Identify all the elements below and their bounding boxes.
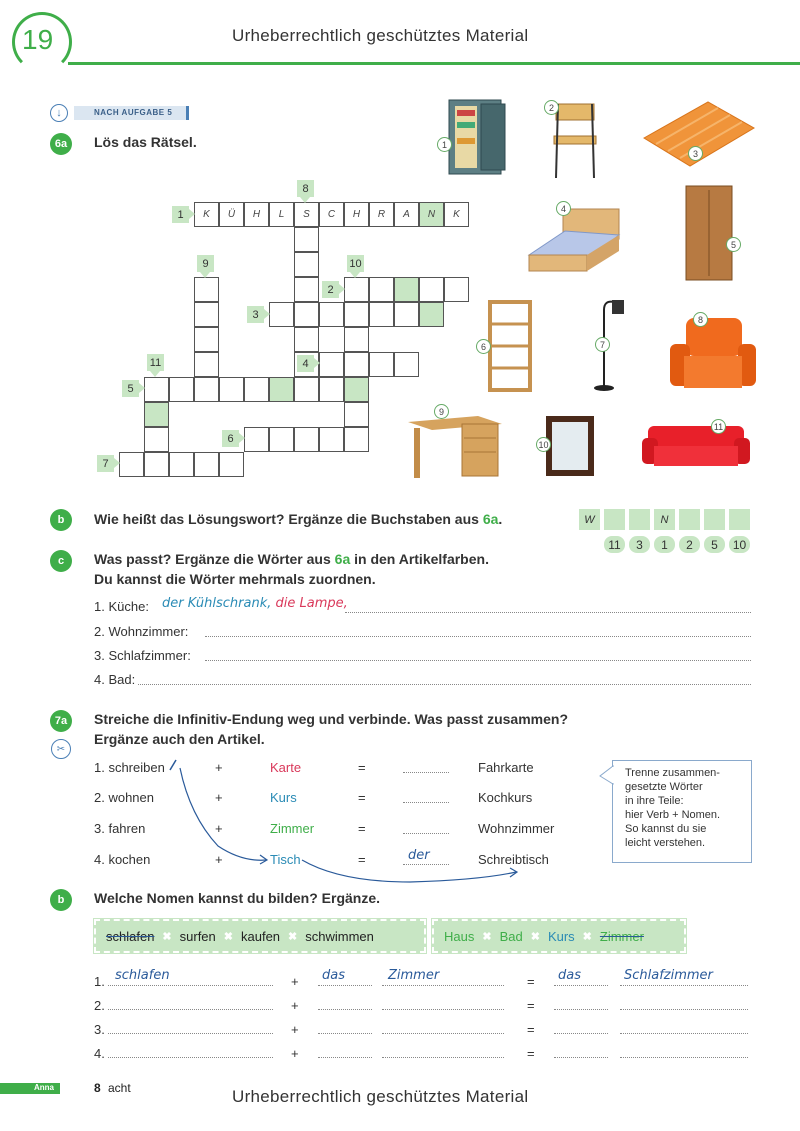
exercise-6a-instruction: Lös das Rätsel.	[94, 134, 197, 150]
exercise-7a-badge: 7a	[50, 710, 72, 732]
word-chip[interactable]: schwimmen	[305, 928, 374, 944]
noun[interactable]: Karte	[270, 760, 302, 775]
connection-arrows	[150, 756, 533, 886]
article-answer[interactable]: der	[408, 848, 430, 863]
result: Wohnzimmer	[478, 821, 555, 836]
answer-line[interactable]	[318, 985, 372, 986]
plus: +	[215, 790, 223, 805]
crossword-cell[interactable]	[194, 302, 219, 327]
answer-line[interactable]	[620, 1033, 748, 1034]
crossword-cell[interactable]	[294, 302, 319, 327]
answer-red: die Lampe	[275, 596, 344, 611]
clue-marker-7: 7	[97, 455, 114, 472]
equals: =	[527, 998, 535, 1013]
answer-line[interactable]	[554, 1009, 608, 1010]
crossword-cell[interactable]	[144, 427, 169, 452]
article-answer[interactable]: das	[322, 968, 345, 983]
crossword-cell[interactable]	[244, 377, 269, 402]
exercise-6a-badge: 6a	[50, 133, 72, 155]
instruction-ref: 6a	[334, 551, 351, 567]
room-label-wohnzimmer: 2. Wohnzimmer:	[94, 624, 189, 639]
crossword-cell[interactable]: Ü	[219, 202, 244, 227]
word-chip[interactable]: Zimmer	[599, 928, 644, 944]
crossword-cell[interactable]	[294, 377, 319, 402]
solution-number: 11	[604, 536, 625, 553]
crossword-cell[interactable]: K	[194, 202, 219, 227]
crossword-cell[interactable]: L	[269, 202, 294, 227]
word-chip[interactable]: surfen	[179, 928, 216, 944]
clue-marker-1: 1	[172, 206, 189, 223]
verb[interactable]: 4. kochen	[94, 852, 151, 867]
exercise-7a-instruction-line1: Streiche die Infinitiv-Endung weg und verbinde. Was passt zusammen?	[94, 711, 568, 727]
answer-line[interactable]	[620, 985, 748, 986]
tip-line: hier Verb + Nomen.	[625, 809, 721, 821]
crossword-cell[interactable]	[169, 377, 194, 402]
crossword-cell[interactable]	[194, 377, 219, 402]
tip-pointer	[598, 764, 614, 786]
room-label-bad: 4. Bad:	[94, 672, 136, 687]
mirror-image	[544, 414, 596, 478]
exercise-6b-instruction	[94, 511, 502, 527]
solution-box[interactable]	[629, 509, 650, 530]
result: Kochkurs	[478, 790, 533, 805]
crossword-cell[interactable]	[269, 377, 294, 402]
equals: =	[358, 821, 366, 836]
solution-box[interactable]	[729, 509, 750, 530]
row-number: 4.	[94, 1046, 105, 1061]
plus: +	[215, 821, 223, 836]
noun[interactable]: Zimmer	[270, 821, 315, 836]
crossword-cell[interactable]	[269, 302, 294, 327]
word-chip[interactable]: kaufen	[241, 928, 281, 944]
row-number: 3.	[94, 1022, 105, 1037]
plus: +	[291, 1022, 299, 1037]
equals: =	[527, 1046, 535, 1061]
crossword-cell[interactable]	[344, 427, 369, 452]
image-number-9: 9	[434, 404, 449, 419]
result: Schreibtisch	[478, 852, 549, 867]
shelf-image	[484, 298, 536, 394]
crossword-cell[interactable]	[144, 377, 169, 402]
plus: +	[215, 760, 223, 775]
image-number-4: 4	[556, 201, 571, 216]
crossword-cell[interactable]	[294, 277, 319, 302]
row-number: 1.	[94, 974, 105, 989]
solution-box[interactable]: N	[654, 509, 675, 530]
image-number-5: 5	[726, 237, 741, 252]
plus: +	[291, 998, 299, 1013]
instruction-ref: 6a	[482, 511, 499, 527]
answer-line[interactable]	[554, 985, 608, 986]
watermark-top: Urheberrechtlich geschütztes Material	[232, 26, 529, 45]
answer-line[interactable]	[382, 1033, 504, 1034]
image-number-1: 1	[437, 137, 452, 152]
crossword-cell[interactable]: K	[444, 202, 469, 227]
word-chip[interactable]: Bad	[499, 928, 523, 944]
exercise-6b-badge: b	[50, 509, 72, 531]
sofa-image	[640, 422, 752, 472]
footer-tag	[0, 1083, 60, 1094]
instruction-text: Wie heißt das Lösungswort? Ergänze die Buchstaben aus	[94, 511, 483, 527]
result: Fahrkarte	[478, 760, 534, 775]
article-answer[interactable]: das	[558, 968, 581, 983]
answer-line[interactable]	[138, 684, 751, 685]
crossword-cell[interactable]: C	[319, 202, 344, 227]
separator-icon: ✖	[482, 930, 492, 943]
exercise-7b-badge: b	[50, 889, 72, 911]
crossword-cell[interactable]	[219, 377, 244, 402]
answer-line[interactable]	[318, 1033, 372, 1034]
crossword-cell[interactable]	[194, 327, 219, 352]
crossword-cell[interactable]	[444, 277, 469, 302]
crossword-cell[interactable]: R	[369, 202, 394, 227]
crossword-cell[interactable]	[194, 352, 219, 377]
answer-line[interactable]	[554, 1057, 608, 1058]
tip-line: So kannst du sie	[625, 823, 707, 835]
answer-line[interactable]	[382, 985, 504, 986]
word-bank-verbs	[94, 919, 426, 953]
crossword-cell[interactable]	[369, 352, 394, 377]
footer-page-number: 8	[94, 1081, 101, 1095]
answer-line[interactable]	[108, 985, 273, 986]
answer-line[interactable]	[554, 1033, 608, 1034]
crossword-cell[interactable]: H	[244, 202, 269, 227]
answer-line[interactable]	[205, 636, 751, 637]
footer-tag-text: Anna	[34, 1083, 54, 1092]
room-label-kueche: 1. Küche:	[94, 599, 149, 614]
word-chip[interactable]: Haus	[444, 928, 475, 944]
nach-aufgabe-banner	[50, 104, 190, 122]
crossword-cell[interactable]: H	[344, 202, 369, 227]
armchair-image	[666, 314, 756, 394]
separator-icon: ✖	[288, 930, 298, 943]
solution-box[interactable]: W	[579, 509, 600, 530]
equals: =	[527, 1022, 535, 1037]
clue-marker-11: 11	[147, 354, 164, 371]
crossword-cell[interactable]	[269, 427, 294, 452]
crossword-cell[interactable]	[394, 277, 419, 302]
word-bank-nouns	[432, 919, 686, 953]
separator-icon: ✖	[223, 930, 233, 943]
crossword-cell[interactable]	[344, 302, 369, 327]
footer-page-word: acht	[108, 1081, 131, 1095]
clue-marker-3: 3	[247, 306, 264, 323]
image-number-6: 6	[476, 339, 491, 354]
crossword-cell[interactable]	[419, 302, 444, 327]
crossword-cell[interactable]	[294, 252, 319, 277]
answer-line[interactable]	[318, 1057, 372, 1058]
crossword-cell[interactable]	[344, 277, 369, 302]
clue-marker-2: 2	[322, 281, 339, 298]
crossword-cell[interactable]	[344, 402, 369, 427]
watermark-bottom: Urheberrechtlich geschütztes Material	[232, 1087, 529, 1106]
answer-kueche[interactable]	[162, 596, 348, 611]
tip-line: gesetzte Wörter	[625, 781, 703, 793]
clue-marker-4: 4	[297, 355, 314, 372]
solution-box[interactable]	[604, 509, 625, 530]
image-number-11: 11	[711, 419, 726, 434]
solution-number: 1	[654, 536, 675, 553]
crossword-cell[interactable]	[369, 302, 394, 327]
separator-icon: ✖	[530, 930, 540, 943]
answer-line[interactable]	[108, 1009, 273, 1010]
word-chip[interactable]: schlafen	[106, 928, 155, 944]
instruction-text: Was passt? Ergänze die Wörter aus	[94, 551, 335, 567]
crossword-cell[interactable]	[419, 277, 444, 302]
equals: =	[358, 852, 366, 867]
crossword-cell[interactable]	[244, 427, 269, 452]
clue-marker-5: 5	[122, 380, 139, 397]
answer-line[interactable]	[108, 1033, 273, 1034]
answer-line[interactable]	[620, 1009, 748, 1010]
tip-line: Trenne zusammen-	[625, 767, 720, 779]
strategy-icon: ✂	[51, 739, 71, 759]
crossword-cell[interactable]	[394, 352, 419, 377]
clue-marker-8: 8	[297, 180, 314, 197]
answer-line[interactable]	[620, 1057, 748, 1058]
fridge-image	[445, 98, 511, 178]
arrow-down-icon: ↓	[50, 104, 68, 122]
comma: ,	[343, 596, 348, 611]
clue-marker-6: 6	[222, 430, 239, 447]
exercise-6c-instruction-line2: Du kannst die Wörter mehrmals zuordnen.	[94, 571, 376, 587]
equals: =	[358, 790, 366, 805]
verb[interactable]: 3. fahren	[94, 821, 146, 836]
result-answer[interactable]: Schlafzimmer	[624, 968, 713, 983]
room-label-schlafzimmer: 3. Schlafzimmer:	[94, 648, 191, 663]
crossword-cell[interactable]	[169, 452, 194, 477]
comma: ,	[267, 596, 272, 611]
exercise-7a-instruction-line2: Ergänze auch den Artikel.	[94, 731, 265, 747]
tip-line: leicht verstehen.	[625, 837, 706, 849]
answer-blue: der Kühlschrank	[162, 596, 268, 611]
crossword-cell[interactable]	[294, 427, 319, 452]
desk-image	[406, 410, 504, 482]
crossword-cell[interactable]: A	[394, 202, 419, 227]
clue-marker-9: 9	[197, 255, 214, 272]
crossword-cell[interactable]	[294, 227, 319, 252]
image-number-3: 3	[688, 146, 703, 161]
equals: =	[358, 760, 366, 775]
exercise-6c-badge: c	[50, 550, 72, 572]
crossword-cell[interactable]	[344, 352, 369, 377]
image-number-10: 10	[536, 437, 551, 452]
crossword-cell[interactable]	[294, 327, 319, 352]
tip-box	[612, 760, 752, 863]
row-number: 2.	[94, 998, 105, 1013]
crossword-cell[interactable]	[369, 277, 394, 302]
crossword-cell[interactable]	[119, 452, 144, 477]
solution-box[interactable]	[679, 509, 700, 530]
verb-answer[interactable]: schlafen	[115, 968, 170, 983]
solution-number: 5	[704, 536, 725, 553]
clue-marker-10: 10	[347, 255, 364, 272]
instruction-text: in den Artikelfarben.	[350, 551, 489, 567]
noun[interactable]: Tisch	[270, 852, 301, 867]
crossword-cell[interactable]	[394, 302, 419, 327]
crossword-cell[interactable]: N	[419, 202, 444, 227]
equals: =	[527, 974, 535, 989]
answer-line[interactable]	[205, 660, 751, 661]
crossword-cell[interactable]	[319, 377, 344, 402]
tip-line: in ihre Teile:	[625, 795, 684, 807]
answer-line[interactable]	[345, 612, 751, 613]
plus: +	[215, 852, 223, 867]
exercise-6c-instruction-line1	[94, 551, 489, 567]
separator-icon: ✖	[582, 930, 592, 943]
answer-line[interactable]	[382, 1009, 504, 1010]
exercise-7b-instruction: Welche Nomen kannst du bilden? Ergänze.	[94, 890, 381, 906]
answer-line[interactable]	[382, 1057, 504, 1058]
solution-number: 3	[629, 536, 650, 553]
image-number-7: 7	[595, 337, 610, 352]
crossword-cell[interactable]	[319, 302, 344, 327]
crossword-cell[interactable]	[144, 402, 169, 427]
word-chip[interactable]: Kurs	[547, 928, 575, 944]
solution-number: 10	[729, 536, 750, 553]
answer-line[interactable]	[318, 1009, 372, 1010]
verb[interactable]: 2. wohnen	[94, 790, 154, 805]
verb[interactable]: 1. schreiben	[94, 760, 165, 775]
header-rule	[68, 62, 800, 65]
crossword-cell[interactable]	[219, 452, 244, 477]
crossword-cell[interactable]	[194, 277, 219, 302]
crossword-cell[interactable]	[144, 452, 169, 477]
wardrobe-image	[682, 182, 736, 284]
instruction-end: .	[498, 511, 503, 527]
banner-text: NACH AUFGABE 5	[94, 108, 173, 117]
answer-line[interactable]	[108, 1057, 273, 1058]
image-number-8: 8	[693, 312, 708, 327]
crossword-cell[interactable]	[344, 377, 369, 402]
plus: +	[291, 974, 299, 989]
crossword-cell[interactable]	[319, 352, 344, 377]
solution-box[interactable]	[704, 509, 725, 530]
crossword-cell[interactable]	[194, 452, 219, 477]
separator-icon: ✖	[162, 930, 172, 943]
noun-answer[interactable]: Zimmer	[388, 968, 440, 983]
crossword-cell[interactable]: S	[294, 202, 319, 227]
noun[interactable]: Kurs	[270, 790, 297, 805]
image-number-2: 2	[544, 100, 559, 115]
crossword-cell[interactable]	[344, 327, 369, 352]
plus: +	[291, 1046, 299, 1061]
crossword-cell[interactable]	[319, 427, 344, 452]
solution-number: 2	[679, 536, 700, 553]
page-number: 19	[22, 24, 54, 55]
bed-image	[525, 205, 625, 277]
